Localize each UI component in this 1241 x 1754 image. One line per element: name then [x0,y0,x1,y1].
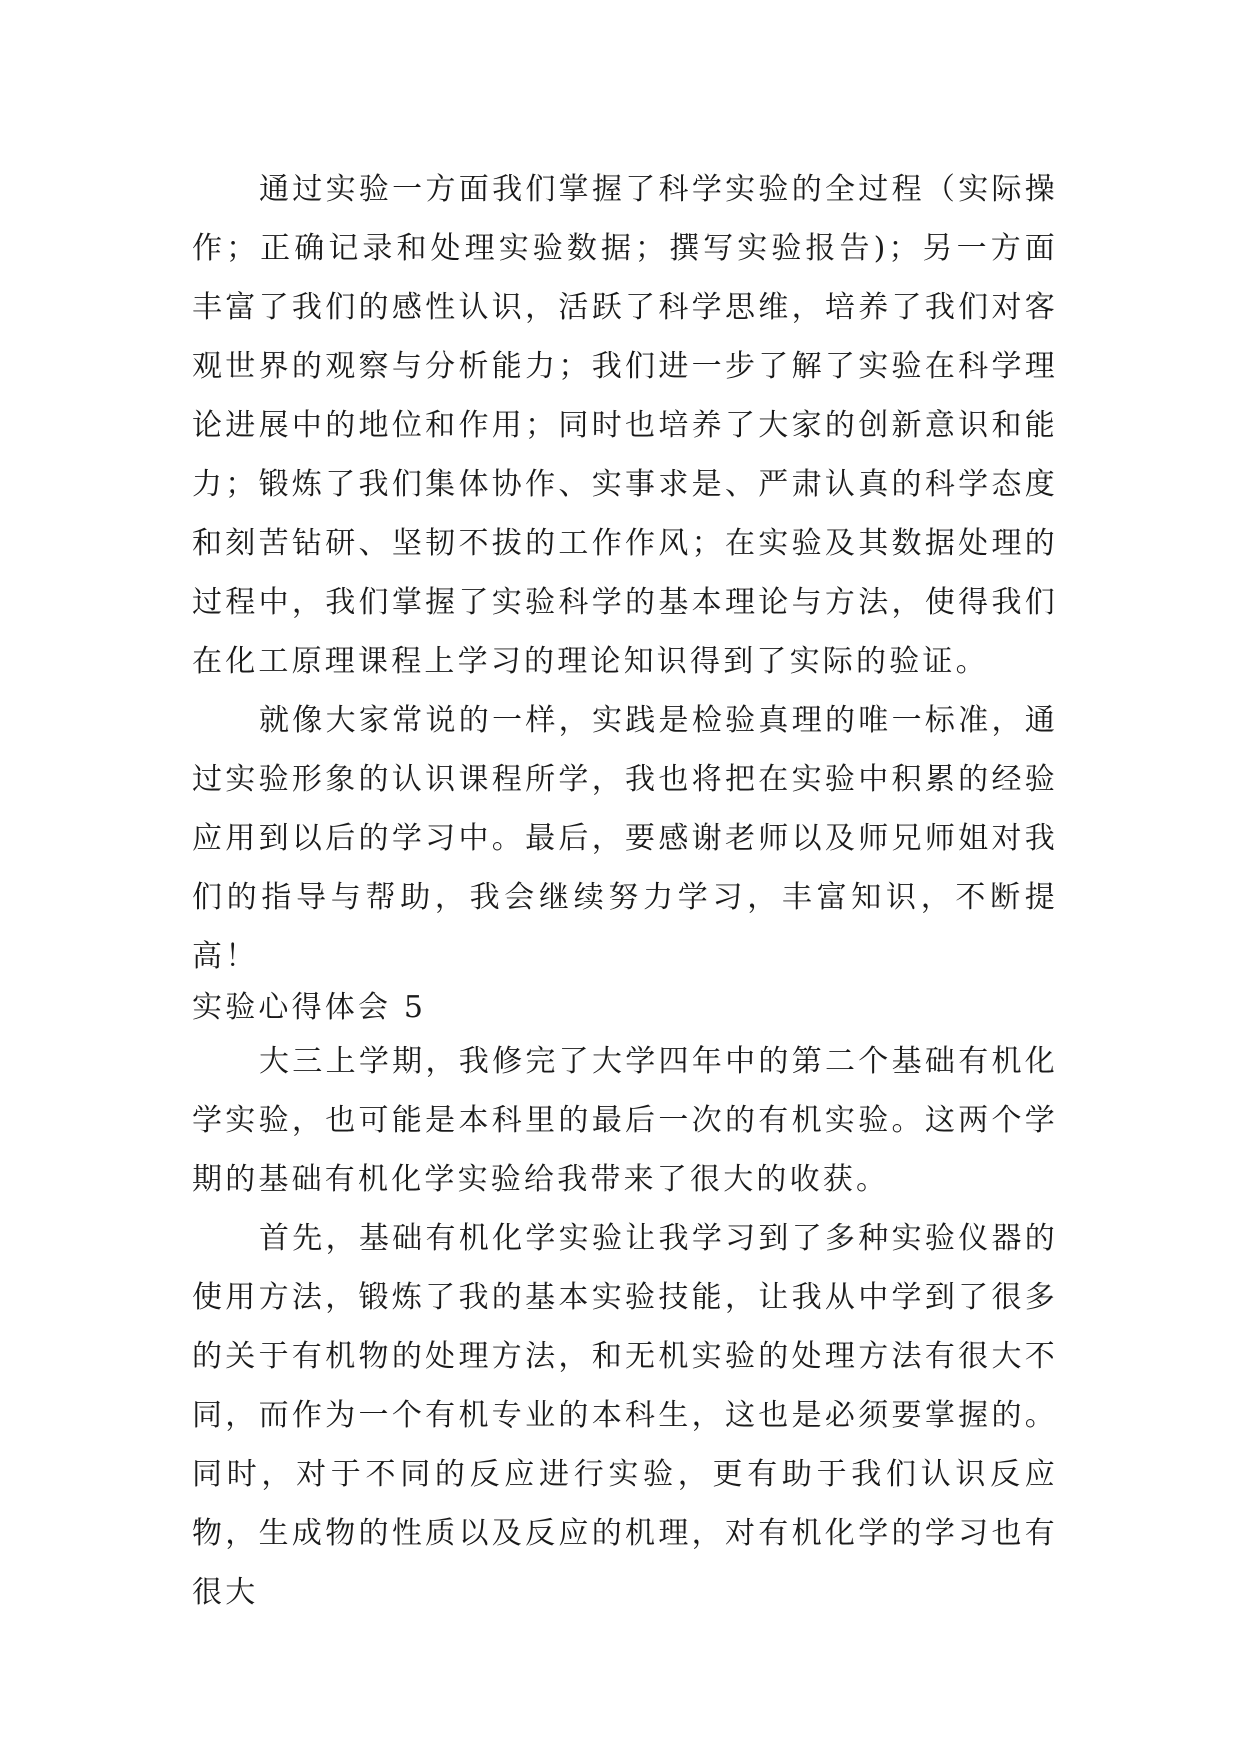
paragraph: 大三上学期，我修完了大学四年中的第二个基础有机化学实验，也可能是本科里的最后一次的有机实验。这两个学期的基础有机化学实验给我带来了很大的收获。 [192,1044,1058,1197]
section-2-body [192,1032,1058,1622]
paragraph: 通过实验一方面我们掌握了科学实验的全过程（实际操作；正确记录和处理实验数据；撰写实验报告)；另一方面丰富了我们的感性认识，活跃了科学思维，培养了我们对客观世界的观察与分析能力；我们进一步了解了实验在科学理论进展中的地位和作用；同时也培养了大家的创新意识和能力；锻炼了我们集体协作、实事求是、严肃认真的科学态度和刻苦钻研、坚韧不拔的工作作风；在实验及其数据处理的过程中，我们掌握了实验科学的基本理论与方法，使得我们在化工原理课程上学习的理论知识得到了实际的验证。 [192,172,1058,679]
paragraph: 就像大家常说的一样，实践是检验真理的唯一标准，通过实验形象的认识课程所学，我也将把在实验中积累的经验应用到以后的学习中。最后，要感谢老师以及师兄师姐对我们的指导与帮助，我会继续努力学习，丰富知识，不断提高！ [192,703,1058,974]
paragraph: 首先，基础有机化学实验让我学习到了多种实验仪器的使用方法，锻炼了我的基本实验技能，让我从中学到了很多的关于有机物的处理方法，和无机实验的处理方法有很大不同，而作为一个有机专业的本科生，这也是必须要掌握的。同时，对于不同的反应进行实验，更有助于我们认识反应物，生成物的性质以及反应的机理，对有机化学的学习也有很大 [192,1221,1058,1610]
section-heading: 实验心得体会 5 [192,990,427,1025]
section-1-body [192,160,1058,986]
